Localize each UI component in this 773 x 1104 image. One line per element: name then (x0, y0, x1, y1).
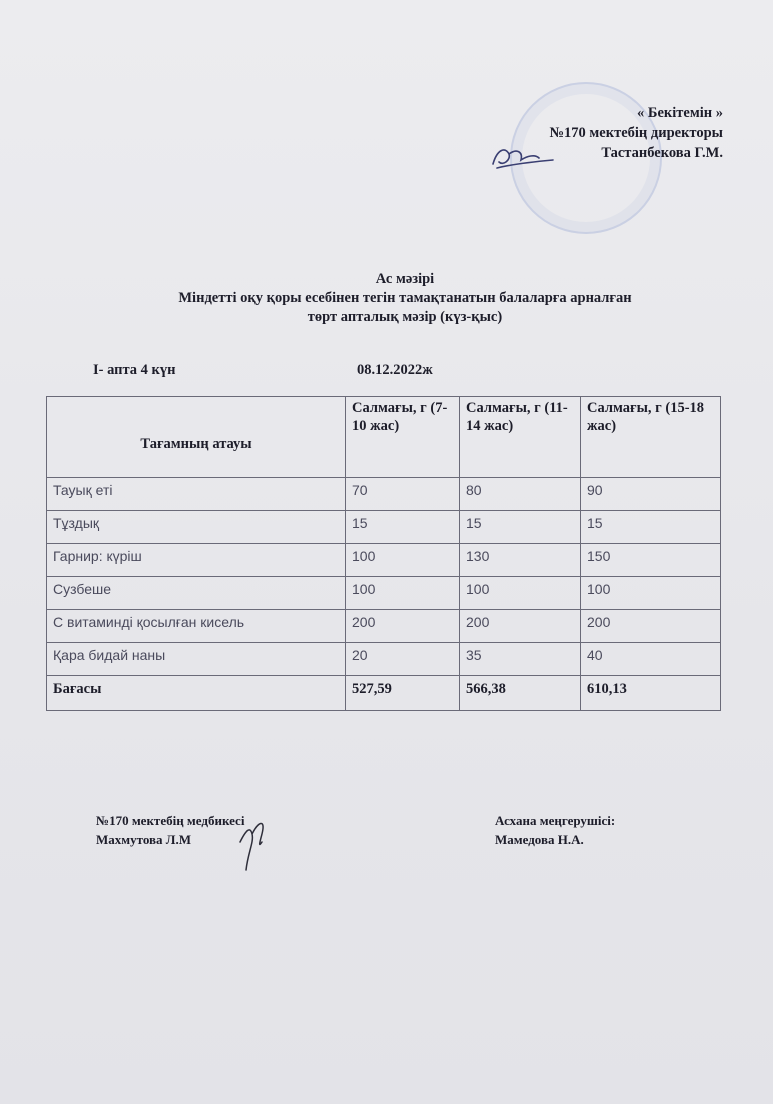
weight-cell: 100 (346, 544, 460, 577)
nurse-title: №170 мектебің медбикесі (96, 813, 245, 828)
approval-director: №170 мектебің директоры (549, 125, 723, 141)
week-label: I- апта 4 күн (93, 362, 176, 378)
weight-cell: 200 (581, 610, 721, 643)
weight-cell: 20 (346, 643, 460, 676)
page-subtitle-season: төрт апталық мәзір (күз-қыс) (307, 309, 503, 325)
approval-line: « Бекітемін » (637, 105, 723, 121)
column-header: Салмағы, г (15-18 жас) (581, 397, 721, 478)
weight-cell: 15 (581, 511, 721, 544)
weight-cell: 100 (460, 577, 581, 610)
dish-name: Гарнир: күріш (47, 544, 346, 577)
weight-cell: 90 (581, 478, 721, 511)
price-cell: 610,13 (581, 676, 721, 711)
table-row (47, 643, 721, 676)
column-header: Салмағы, г (11-14 жас) (460, 397, 581, 478)
approval-block (549, 103, 723, 163)
menu-table (46, 396, 721, 711)
dish-name: Сузбеше (47, 577, 346, 610)
weight-cell: 35 (460, 643, 581, 676)
weight-cell: 200 (460, 610, 581, 643)
page-subtitle: Міндетті оқу қоры есебінен тегін тамақтанатын балаларға арналған (178, 290, 632, 306)
price-cell: 527,59 (346, 676, 460, 711)
manager-title: Асхана меңгерушісі: (495, 813, 616, 828)
page-title: Ас мәзірі (375, 271, 435, 287)
nurse-name: Махмутова Л.М (96, 832, 191, 847)
dish-name: Тұздық (47, 511, 346, 544)
weight-cell: 40 (581, 643, 721, 676)
table-row (47, 478, 721, 511)
table-row (47, 544, 721, 577)
dish-name: Қара бидай наны (47, 643, 346, 676)
table-row (47, 610, 721, 643)
weight-cell: 70 (346, 478, 460, 511)
approval-name: Тастанбекова Г.М. (601, 145, 723, 161)
menu-title-block (80, 270, 730, 327)
price-cell: 566,38 (460, 676, 581, 711)
dish-name: С витаминді қосылған кисель (47, 610, 346, 643)
table-header-row (47, 397, 721, 478)
weight-cell: 15 (460, 511, 581, 544)
weight-cell: 80 (460, 478, 581, 511)
weight-cell: 130 (460, 544, 581, 577)
total-label: Бағасы (47, 676, 346, 711)
menu-date: 08.12.2022ж (357, 362, 433, 378)
director-signature-icon (487, 140, 557, 174)
column-header: Салмағы, г (7-10 жас) (346, 397, 460, 478)
manager-name: Мамедова Н.А. (495, 832, 584, 847)
total-price-row (47, 676, 721, 711)
column-header: Тағамның атауы (47, 397, 346, 478)
weight-cell: 100 (346, 577, 460, 610)
nurse-signature-icon (232, 812, 278, 874)
weight-cell: 200 (346, 610, 460, 643)
table-row (47, 577, 721, 610)
table-row (47, 511, 721, 544)
canteen-manager-block (495, 811, 615, 849)
nurse-signature-block (96, 811, 244, 849)
weight-cell: 150 (581, 544, 721, 577)
weight-cell: 100 (581, 577, 721, 610)
weight-cell: 15 (346, 511, 460, 544)
dish-name: Тауық еті (47, 478, 346, 511)
